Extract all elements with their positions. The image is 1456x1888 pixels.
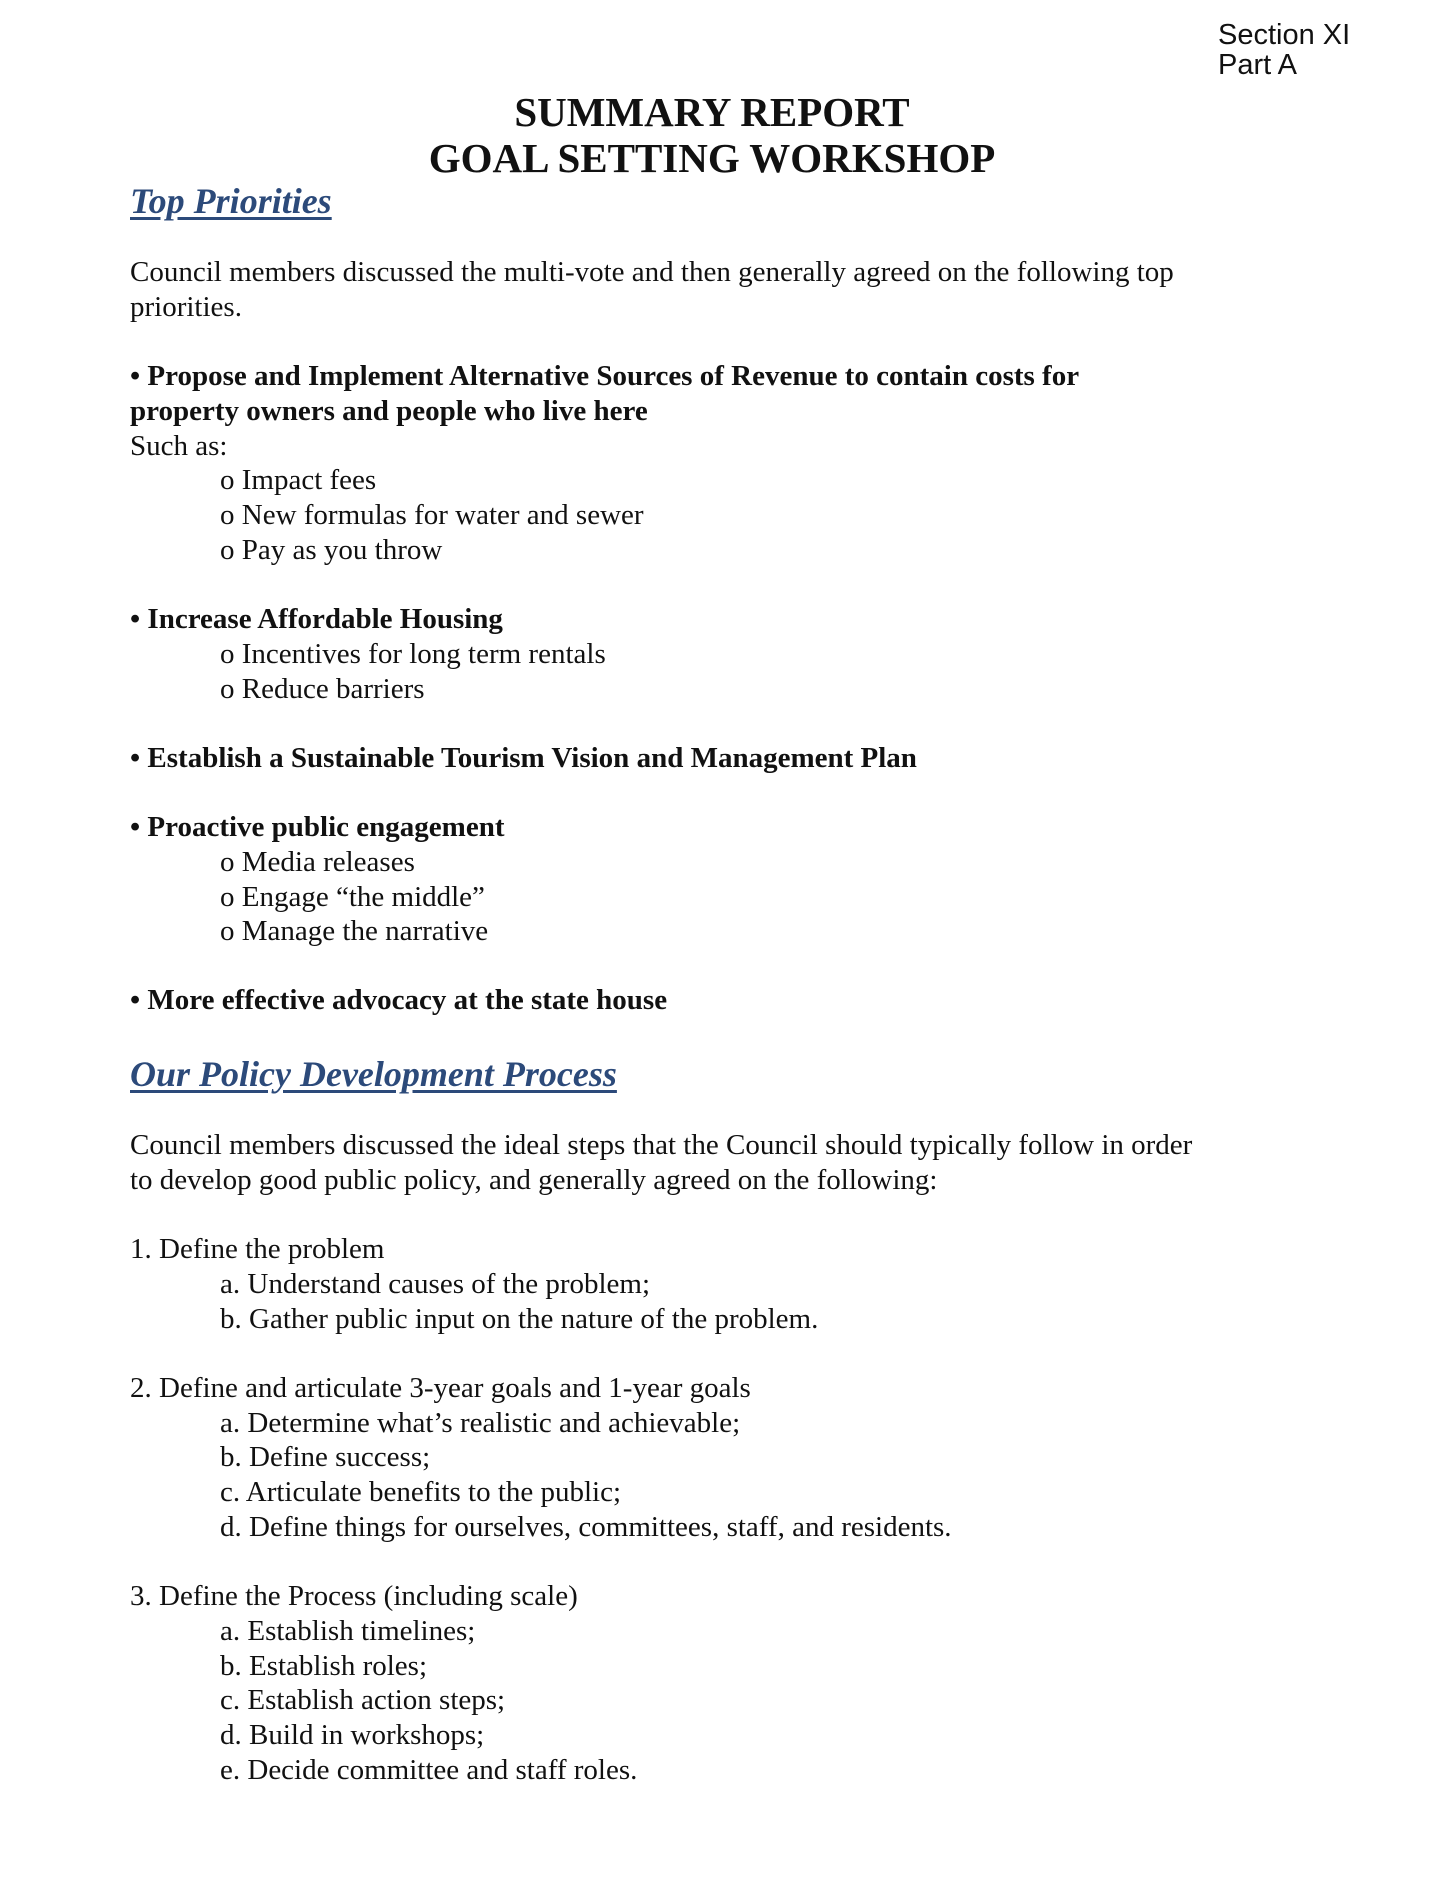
- process-step-subitem: a. Understand causes of the problem;: [220, 1268, 651, 1300]
- priority-subitem: o Impact fees: [220, 464, 377, 496]
- process-step-title: 3. Define the Process (including scale): [130, 1580, 578, 1612]
- priority-item-title-continued: property owners and people who live here: [130, 395, 648, 427]
- section-tag: [1218, 20, 1350, 80]
- process-step-subitem: a. Determine what’s realistic and achievable;: [220, 1407, 741, 1439]
- priority-subitem: o Media releases: [220, 846, 415, 878]
- top-priorities-intro-line-1: Council members discussed the multi-vote and then generally agreed on the following top: [130, 256, 1174, 288]
- process-step-subitem: b. Define success;: [220, 1441, 431, 1473]
- process-step-title: 1. Define the problem: [130, 1233, 385, 1265]
- process-step-title: 2. Define and articulate 3-year goals and 1-year goals: [130, 1372, 751, 1404]
- policy-process-intro-line-1: Council members discussed the ideal steps that the Council should typically follow in order: [130, 1129, 1193, 1161]
- priority-item-title: • Establish a Sustainable Tourism Vision and Management Plan: [130, 742, 917, 774]
- title-line-2: GOAL SETTING WORKSHOP: [428, 135, 996, 181]
- priority-subitem: o Reduce barriers: [220, 673, 425, 705]
- priority-item-title: • Increase Affordable Housing: [130, 603, 503, 635]
- priority-subitem: o New formulas for water and sewer: [220, 499, 644, 531]
- section-tag-line-1: Section XI: [1218, 19, 1351, 51]
- policy-process-heading: Our Policy Development Process: [130, 1054, 617, 1094]
- priority-subitem: o Engage “the middle”: [220, 881, 485, 913]
- process-step-subitem: c. Establish action steps;: [220, 1684, 506, 1716]
- title-line-1: SUMMARY REPORT: [514, 89, 910, 135]
- priority-subitem: o Incentives for long term rentals: [220, 638, 606, 670]
- policy-process-intro-line-2: to develop good public policy, and generally agreed on the following:: [130, 1164, 938, 1196]
- process-step-subitem: b. Establish roles;: [220, 1650, 428, 1682]
- priority-subitem: o Manage the narrative: [220, 915, 489, 947]
- process-step-subitem: d. Define things for ourselves, committees, staff, and residents.: [220, 1511, 952, 1543]
- priority-item-title: • Proactive public engagement: [130, 811, 505, 843]
- priority-item-title: • More effective advocacy at the state house: [130, 984, 668, 1016]
- process-step-subitem: d. Build in workshops;: [220, 1719, 485, 1751]
- top-priorities-heading: Top Priorities: [130, 181, 332, 221]
- process-step-subitem: c. Articulate benefits to the public;: [220, 1476, 622, 1508]
- document-title: [0, 89, 1424, 181]
- process-step-subitem: e. Decide committee and staff roles.: [220, 1754, 638, 1786]
- priority-subitem: o Pay as you throw: [220, 534, 443, 566]
- top-priorities-intro-line-2: priorities.: [130, 291, 242, 323]
- section-tag-line-2: Part A: [1218, 49, 1297, 81]
- process-step-subitem: b. Gather public input on the nature of the problem.: [220, 1303, 819, 1335]
- priority-item-lead: Such as:: [130, 430, 228, 462]
- priority-item-title: • Propose and Implement Alternative Sources of Revenue to contain costs for: [130, 360, 1080, 392]
- process-step-subitem: a. Establish timelines;: [220, 1615, 476, 1647]
